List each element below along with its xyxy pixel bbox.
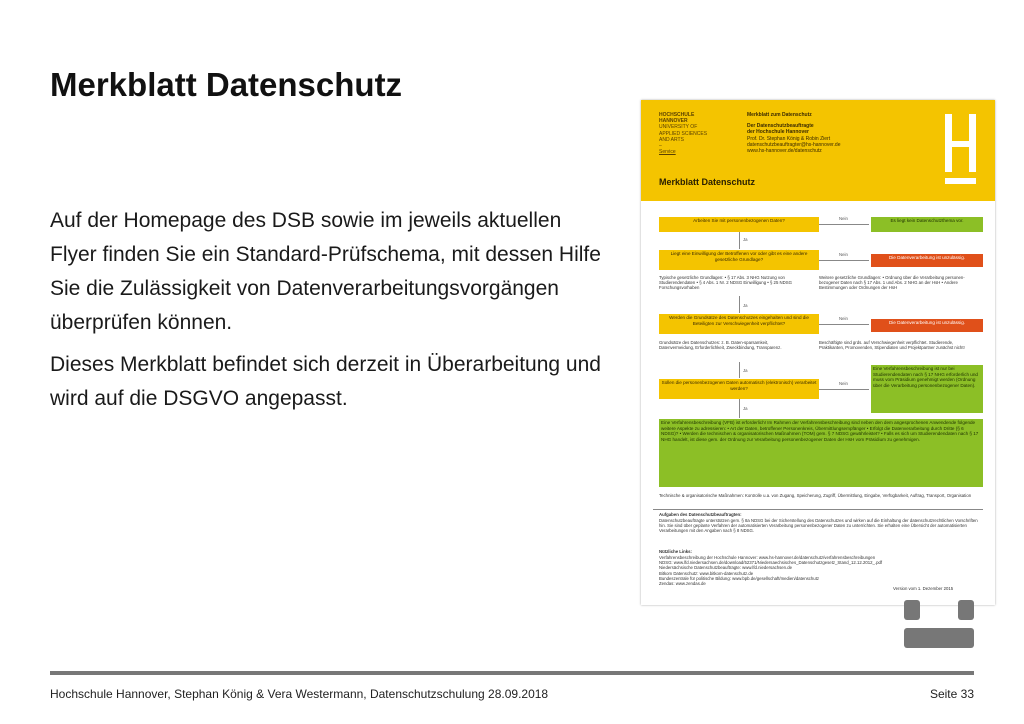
flyer-org-line: APPLIED SCIENCES — [659, 130, 708, 137]
nein-label: Nein — [839, 381, 848, 386]
slide-title: Merkblatt Datenschutz — [50, 66, 403, 103]
flowchart-question-2: Liegt eine Einwilligung der Betroffenen vor oder gibt es eine andere gesetzliche Grundlage? — [659, 250, 819, 270]
flyer-org-line: UNIVERSITY OF — [659, 124, 698, 131]
link-item: Bitkom Datenschutz: www.bitkom-datenschutz.de — [659, 570, 754, 576]
flyer-contact-line: Prof. Dr. Stephan König & Robin Ziert — [747, 135, 831, 142]
flowchart-vfb-required: Eine Verfahrensbeschreibung (VFB) ist erforderlich! Im Rahmen der Verfahrensbeschreibung sind neben den dem angesprochenen Anwendende folgende weitere Aspekte zu adressieren: • Art der Daten, betroffener Personenkreis, Übermittlungsempfänger • Erfolgt die Datenverarbeitung durch Dritte (§ 6 NDSG)? • Werden die technischen & organisatorischen Maßnahmen (TOM) gem. § 7 NDSG gewährleistet? • Falls es sich um Studierendendaten nach § 17 NHG handelt, ist diese gem. der Ordnung zur Verarbeitung personenbezogener Daten der HsH vom Präsidium zu genehmigen. — [659, 419, 983, 487]
flyer-org-block — [659, 112, 707, 155]
paragraph-status: Dieses Merkblatt befindet sich derzeit in Überarbeitung und wird auf die DSGVO angepasst. — [50, 353, 601, 410]
flyer-title: Merkblatt Datenschutz — [659, 177, 756, 187]
flyer-version: Version vom 1. Dezember 2015 — [893, 586, 954, 591]
decor-left-eye — [904, 600, 920, 620]
footer-source: Hochschule Hannover, Stephan König & Vera Westermann, Datenschutzschulung 28.09.2018 — [50, 687, 549, 701]
tom-note: Technische & organisatorische Maßnahmen: Kontrolle u.a. von Zugang, Speicherung, Zugriff, Übermittlung, Eingabe, Verfügbarkeit, Auftrag, Transport, Organisation — [659, 493, 972, 498]
flyer-contact-line: datenschutzbeauftragter@hs-hannover.de — [747, 141, 841, 148]
flowchart-result-no-topic: Es liegt kein Datenschutzthema vor. — [871, 217, 983, 232]
legal-basis-typical: Typische gesetzliche Grundlagen: • § 17 Abs. 3 NHG Nutzung von Studierendendaten • § 4 Abs. 1 Nr. 2 NDSG Einwilligung • § 25 NDSG Forschungsvorhaben — [659, 275, 792, 291]
flyer-thumbnail — [641, 100, 995, 605]
flowchart-result-students: Eine Verfahrensbeschreibung ist nur bei Studierendendaten nach § 17 NHG erforderlich und muss vom Präsidium genehmigt werden (Ordnung über die Verarbeitung personenbezogener Daten). — [871, 365, 983, 413]
legal-basis-further: Weitere gesetzliche Grundlagen: • Ordnung über die Verarbeitung personen-bezogener Daten nach § 17 Abs. 1 und Abs. 2 NHG an der HsH • Andere Bestimmungen oder Ordnungen der HsH — [819, 275, 965, 291]
data-protection-principles: Grundsätze des Datenschutzes: z. B. Daten-sparsamkeit, Datenvermeidung, Erforderlichkeit, Zweckbindung, Transparenz. — [659, 340, 782, 351]
nein-label: Nein — [839, 216, 848, 221]
link-item: Verfahrensbeschreibung der Hochschule Hannover: www.hs-hannover.de/datenschutz/verfahrensbeschreibungen — [659, 555, 876, 560]
link-item: Niedersächsische Datenschutzbeauftragte: www.lfd.niedersachsen.de — [659, 565, 793, 571]
decor-mouth — [904, 628, 974, 648]
links-heading: Nützliche Links: — [659, 549, 692, 554]
paragraph-intro: Auf der Homepage des DSB sowie im jeweils aktuellen Flyer finden Sie ein Standard-Prüfschema, mit dessen Hilfe Sie die Zulässigkeit von Datenverarbeitungsvorgängen überprüfen können. — [50, 209, 601, 334]
flyer-org-line: AND ARTS — [659, 136, 684, 143]
flowchart-question-3: Werden die Grundsätze des Datenschutzes eingehalten und sind die Beteiligten zur Verschwiegenheit verpflichtet? — [659, 314, 819, 334]
flowchart-result-unlawful-2: Die Datenverarbeitung ist unzulässig. — [871, 319, 983, 332]
hochschule-h-logo — [941, 114, 985, 186]
link-item: NDSG: www.lfd.niedersachsen.de/download/52371/Niedersaechsisches_Datenschutzgesetz_Stand_12.12.2012_.pdf — [659, 560, 883, 566]
footer-divider — [50, 671, 974, 675]
slide-body — [50, 204, 610, 424]
flyer-org-line: HOCHSCHULE — [659, 112, 695, 118]
flyer-org-line: Service — [659, 149, 676, 156]
page-number: Seite 33 — [929, 687, 974, 701]
nein-label: Nein — [839, 316, 848, 321]
links-list — [659, 555, 983, 586]
flyer-contact-line: Der Datenschutzbeauftragte — [747, 123, 814, 130]
nein-label: Nein — [839, 252, 848, 257]
flyer-contact-line: der Hochschule Hannover — [747, 129, 809, 136]
flyer-org-line: HANNOVER — [659, 118, 688, 125]
ja-label: Ja — [743, 237, 748, 242]
flowchart-result-unlawful: Die Datenverarbeitung ist unzulässig. — [871, 254, 983, 267]
tasks-heading: Aufgaben des Datenschutzbeauftragten: — [659, 512, 742, 517]
flyer-org-line: – — [659, 143, 662, 150]
tasks-text: Datenschutzbeauftragte unterstützen gem. § 8a NDSG bei der Sicherstellung des Datenschutzes und wirken auf die Einhaltung der datenschutzrechtlichen Vorschriften hin. Sie sind über geplante Verfahren der automatisierten Verarbeitung personenbezogener Daten zu unterrichten. Sie erhalten eine Übersicht der automatisierten Verarbeitungen mit den Angaben nach § 8 NDSG. — [659, 518, 978, 534]
flyer-header — [641, 100, 995, 201]
confidentiality-note: Beschäftigte sind grds. auf Verschwiegenheit verpflichtet. Studierende, Praktikanten, Promovenden, Stipendiaten und Projektpartner zunächst nicht! — [819, 340, 965, 351]
flyer-contact-line: www.hs-hannover.de/datenschutz — [747, 148, 822, 155]
flyer-contact-block — [747, 112, 840, 154]
ja-label: Ja — [743, 406, 748, 411]
flowchart-question-1: Arbeiten Sie mit personenbezogenen Daten? — [659, 217, 819, 232]
link-item: Zendas: www.zendas.de — [659, 581, 706, 587]
ja-label: Ja — [743, 368, 748, 373]
decor-right-eye — [958, 600, 974, 620]
flowchart-question-4: Sollen die personenbezogenen Daten automatisch (elektronisch) verarbeitet werden? — [659, 379, 819, 399]
ja-label: Ja — [743, 303, 748, 308]
flyer-contact-line: Merkblatt zum Datenschutz — [747, 112, 812, 118]
link-item: Bundeszentrale für politische Bildung: www.bpb.de/gesellschaft/medien/datenschutz — [659, 575, 820, 581]
